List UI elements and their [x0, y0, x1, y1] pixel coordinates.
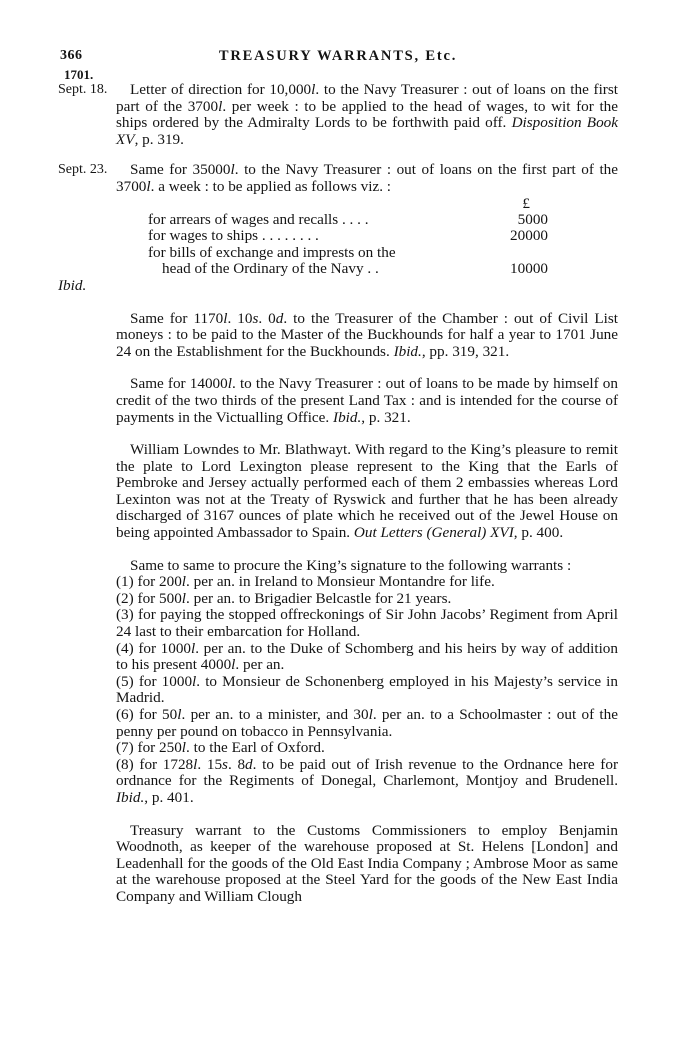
list-item: (7) for 250l. to the Earl of Oxford.: [116, 739, 325, 757]
table-row: for arrears of wages and recalls . . . . 5000: [148, 210, 548, 228]
list-item: (5) for 1000l. to Monsieur de Schonenberg employed in his Majesty’s service in Madrid.: [116, 672, 618, 707]
table-row: for wages to ships . . . . . . . . 20000: [148, 227, 548, 245]
table-row: head of the Ordinary of the Navy . . 10000: [162, 260, 548, 278]
entry-date: Sept. 18.: [58, 82, 108, 97]
entry-lexington-plate: [116, 442, 618, 542]
entry-text: Treasury warrant to the Customs Commissioners to employ Benjamin Woodnoth, as keeper of the warehouse proposed at St. Helens [London] and Leadenhall for the goods of the Old East India Company ; Ambrose Moor as same at the warehouse proposed at the Steel Yard for the goods of the New East India Company and William Clough: [116, 821, 618, 905]
ibid-ref: Ibid.: [58, 276, 87, 294]
entry-kings-signature: [116, 558, 618, 575]
list-item: (4) for 1000l. per an. to the Duke of Schomberg and his heirs by way of addition to his present 4000l. per an.: [116, 639, 618, 674]
table-row: for bills of exchange and imprests on the: [148, 243, 396, 261]
entry-text: Same for 14000l. to the Navy Treasurer : out of loans to be made by himself on credit of the two thirds of the present Land Tax : and is intended for the course of payments in the Victualling Office. Ibid., p. 321.: [116, 375, 618, 426]
entry-text: Letter of direction for 10,000l. to the Navy Treasurer : out of loans on the first part of the 3700l. per week : to be applied to the head of wages, to wit for the ships ordered by the Admiralty Lords to be forthwith paid off. Disposition Book XV, p. 319.: [116, 81, 619, 148]
list-item: (1) for 200l. per an. in Ireland to Monsieur Montandre for life.: [116, 573, 495, 591]
entry-victualling: [116, 376, 618, 426]
page-header: [58, 48, 618, 68]
pound-sign: £: [522, 194, 530, 212]
entry-intro: Same to same to procure the King’s signature to the following warrants :: [130, 556, 572, 574]
list-item: (2) for 500l. per an. to Brigadier Belcastle for 21 years.: [116, 589, 452, 607]
source-ref: Disposition Book XV: [116, 114, 619, 148]
entry-sept-23: [58, 161, 619, 195]
entry-buckhounds: [116, 311, 618, 361]
payment-table: [148, 196, 548, 278]
entry-text: William Lowndes to Mr. Blathwayt. With regard to the King’s pleasure to remit the plate to Lord Lexington please represent to the King that the Earls of Pembroke and Jersey actually performed each of them 2 embassies whereas Lord Lexinton was not at the Treaty of Ryswick and further that he has been already discharged of 3167 ounces of plate which he received out of the Jewel House on being appointed Ambassador to Spain. Out Letters (General) XVI, p. 400.: [116, 441, 618, 542]
warrant-list: [116, 574, 618, 806]
document-page: [58, 48, 618, 906]
entry-customs-warehouse: [116, 823, 618, 906]
list-item: (6) for 50l. per an. to a minister, and 30l. per an. to a Schoolmaster : out of the penny per pound on tobacco in Pennsylvania.: [116, 706, 618, 740]
entry-sept-18: [58, 81, 619, 148]
list-item: (3) for paying the stopped offreckonings of Sir John Jacobs’ Regiment from April 24 last to their embarcation for Holland.: [116, 606, 618, 641]
entry-text: Same for 1170l. 10s. 0d. to the Treasurer of the Chamber : out of Civil List moneys : to be paid to the Master of the Buckhounds for half a year to 1701 June 24 on the Establishment for the Buckhounds. Ibid., pp. 319, 321.: [116, 309, 619, 360]
year-marker: 1701.: [64, 67, 94, 82]
entry-text: Same for 35000l. to the Navy Treasurer : out of loans on the first part of the 3700l. a week : to be applied as follows viz. :: [116, 161, 619, 195]
running-title: TREASURY WARRANTS, Etc.: [218, 48, 458, 64]
page-number: 366: [60, 48, 83, 63]
entry-date: Sept. 23.: [58, 162, 108, 178]
list-item: (8) for 1728l. 15s. 8d. to be paid out of Irish revenue to the Ordnance here for ordnance for the Regiments of Donegal, Charlemont, Montjoy and Brudenell. Ibid., p. 401.: [116, 755, 619, 806]
